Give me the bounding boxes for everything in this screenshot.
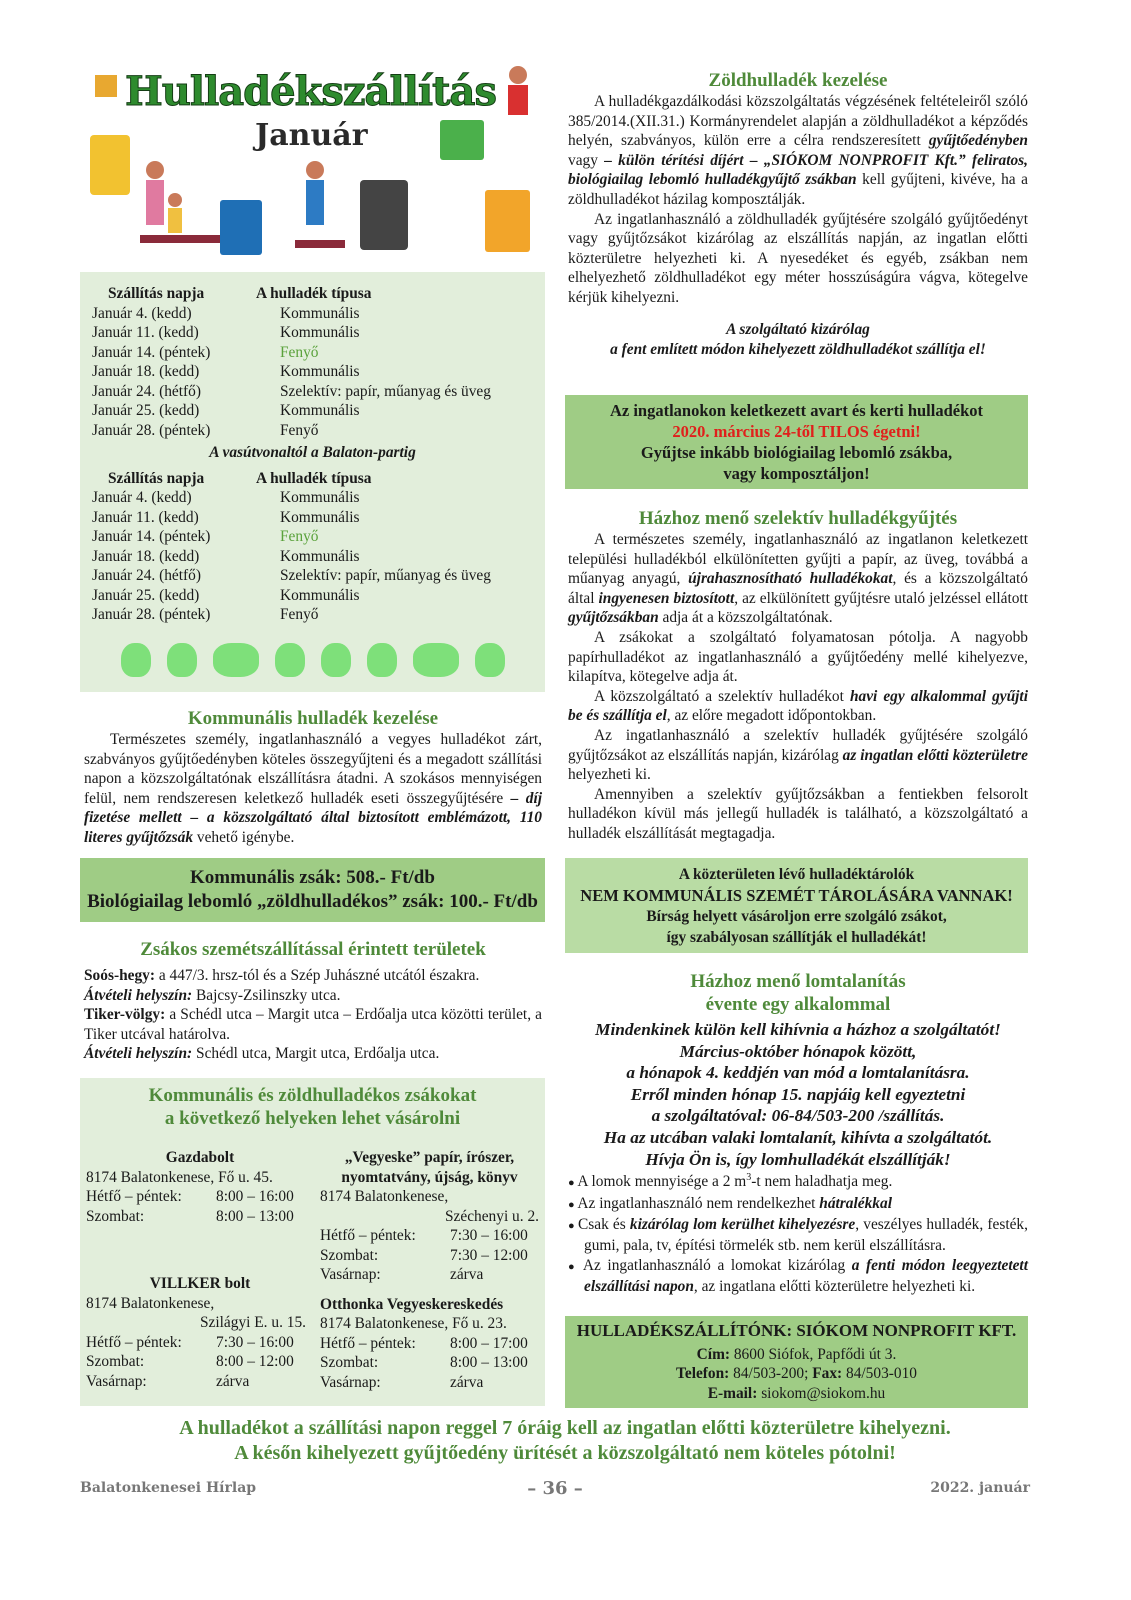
bullet-item [568, 1172, 1028, 1193]
paragraph: kell gyűjteni, kivéve, ha a zöldhulladékot házilag komposztálják. [568, 171, 1028, 208]
bag-icon [413, 643, 459, 677]
section-title: a következő helyeken lehet vásárolni [164, 1108, 461, 1129]
bag-icon [275, 643, 305, 677]
waste-type: Fenyő [280, 606, 319, 623]
schedule-row [80, 304, 545, 324]
bulky-info-line: a szolgáltatóval: 06-84/503-200 /szállítás. [651, 1106, 945, 1126]
day: Vasárnap: [86, 1372, 147, 1390]
notice-line: Az ingatlanokon keletkezett avart és kerti hulladékot [609, 401, 984, 420]
waste-type: Kommunális [280, 586, 360, 604]
footer [80, 1478, 1030, 1500]
phone: 84/503-200; [729, 1365, 813, 1382]
section-title: évente egy alkalommal [705, 994, 891, 1015]
text: -t nem haladhatja meg. [751, 1173, 893, 1191]
day: Szombat: [320, 1246, 379, 1264]
date: Január 11. (kedd) [92, 324, 199, 341]
paragraph: Természetes személy, ingatlanhasználó a vegyes hulladékot zárt, szabványos gyűjtőedényben köteles összegyűjteni és a megadott szállítási napon a közszolgáltatónak elszállításra átadni. A szokásos mennyiségen felül, nem rendszeresen keletkező hulladék eseti összegyűjtésére [84, 731, 542, 807]
page-number: – 36 – [527, 1478, 583, 1499]
opening-hours-row [320, 1334, 539, 1354]
paragraph: , és a közszolgáltató által [568, 570, 1029, 607]
header-illustration [80, 60, 545, 265]
day: Hétfő – péntek: [86, 1188, 182, 1205]
schedule-box [80, 272, 545, 692]
day: Hétfő – péntek: [86, 1333, 182, 1351]
day: Vasárnap: [320, 1373, 381, 1391]
label: Átvételi helyszín: [84, 986, 193, 1004]
shops-box [80, 1078, 545, 1406]
area-name: Soós-hegy: [84, 967, 155, 984]
bullet-item [568, 1194, 1028, 1215]
paragraph: A természetes személy, ingatlanhasználó az ingatlanon keletkezett települési hulladékból elkülönítetten gyűjti a papír, az üveg, továbbá a műanyag anyagú, [568, 531, 1028, 588]
emphasis: kizárólag lom kerülhet kihelyezésre [629, 1215, 856, 1233]
bottom-notice [60, 1416, 1070, 1466]
text: , veszélyes hulladék, festék, gumi, pala, tv, építési törmelék stb. nem kerül elszállításra. [584, 1215, 1028, 1255]
paragraph: Az ingatlanhasználó a szelektív hulladék gyűjtésére szolgáló gyűjtőzsákot az elszállítás napján, kizárólag [568, 726, 1028, 764]
waste-type: Kommunális [280, 363, 360, 380]
hours: 7:30 – 16:00 [450, 1227, 528, 1244]
bag-icon [321, 643, 351, 677]
shop-name: nyomtatvány, újság, könyv [341, 1168, 518, 1186]
day: Hétfő – péntek: [320, 1227, 416, 1244]
shop-name: Otthonka Vegyeskereskedés [320, 1295, 504, 1313]
areas-section [84, 938, 542, 1064]
hours: 8:00 – 16:00 [216, 1188, 294, 1205]
label: E-mail: [707, 1384, 758, 1402]
waste-type: Fenyő [280, 528, 319, 545]
shop-address: 8174 Balatonkenese, [320, 1188, 449, 1205]
section-title: Zöldhulladék kezelése [708, 70, 888, 91]
shop-address: 8174 Balatonkenese, Fő u. 45. [86, 1168, 273, 1186]
label: Átvételi helyszín: [84, 1045, 193, 1063]
price-box [80, 858, 545, 922]
schedule-row [80, 547, 545, 567]
emphasis: – külön térítési díjért – „SIÓKOM NONPROFIT Kft.” feliratos, biológiailag lebomló hulladékgyűjtő zsákban [568, 151, 1028, 189]
bulky-info-line: Mindenkinek külön kell kihívnia a házhoz a szolgáltatót! [595, 1020, 1001, 1039]
bulky-info-line: Hívja Ön is, így lomhulladékát elszállítják! [645, 1149, 951, 1169]
date: Január 18. (kedd) [92, 363, 200, 380]
paragraph: vehető igénybe. [193, 828, 295, 846]
schedule-caption: A vasútvonaltól a Balaton-partig [209, 444, 416, 461]
paragraph: A közszolgáltató a szelektív hulladékot [594, 687, 850, 705]
hours: 8:00 – 17:00 [450, 1334, 528, 1352]
schedule-row [80, 566, 545, 586]
hours: 8:00 – 12:00 [216, 1353, 294, 1370]
label: Cím: [696, 1345, 731, 1363]
emphasis: havi egy alkalommal gyűjti be és szállítja el [568, 687, 1028, 725]
shop-name: Gazdabolt [165, 1149, 235, 1166]
schedule-row [80, 323, 545, 343]
date: Január 25. (kedd) [92, 586, 200, 604]
waste-type: Fenyő [280, 343, 319, 361]
text: , az ingatlana előtti közterületre helyezheti ki. [693, 1278, 976, 1296]
area-name: Tiker-völgy: [84, 1006, 166, 1024]
schedule-row [80, 343, 545, 363]
public-bins-box [565, 858, 1028, 953]
price-communal: Kommunális zsák: 508.- Ft/db [190, 867, 435, 888]
bulky-info-line: Március-október hónapok között, [679, 1041, 917, 1061]
opening-hours-row [320, 1353, 539, 1373]
area-text: a Schédl utca – Margit utca – Erdőalja utca közötti terület, a Tiker utcával határolva. [84, 1006, 542, 1043]
bullet-item [568, 1215, 1028, 1256]
opening-hours-row [86, 1352, 314, 1372]
day: Szombat: [320, 1354, 379, 1371]
location: Bajcsy-Zsilinszky utca. [192, 986, 341, 1004]
emphasis: hátralékkal [819, 1194, 892, 1212]
area-text: a 447/3. hrsz-tól és a Szép Juhászné utcától északra. [154, 967, 480, 984]
col-header: Szállítás napja [108, 285, 205, 302]
emphasis: ingyenesen biztosított [598, 589, 735, 607]
shop-address: 8174 Balatonkenese, Fő u. 23. [320, 1315, 507, 1332]
burning-ban-box [565, 395, 1028, 489]
section-title: Kommunális hulladék kezelése [187, 708, 439, 729]
date: Január 14. (péntek) [92, 343, 211, 361]
day: Szombat: [86, 1207, 145, 1225]
paragraph: Az ingatlanhasználó a zöldhulladék gyűjtésére szolgáló gyűjtőedényt vagy gyűjtőzsákot kizárólag az elszállítás napján, az ingatlan előtti közterületre helyezheti ki. A nyesedéket és egyéb, zsákban nem elhelyezhető zöldhulladékot egy méter hosszúságúra vágva, kötegelve kérjük kihelyezni. [568, 210, 1028, 306]
opening-hours-row [320, 1373, 539, 1393]
bag-icon [167, 643, 197, 677]
location: Schédl utca, Margit utca, Erdőalja utca. [192, 1045, 440, 1063]
hours: zárva [450, 1373, 484, 1391]
header-subtitle: Január [255, 118, 368, 153]
email: siokom@siokom.hu [757, 1384, 886, 1402]
schedule-row [80, 488, 545, 508]
paragraph: Amennyiben a szelektív gyűjtőzsákban a fentiekben felsorolt hulladékon kívül más jellegű hulladék is található, a közszolgáltató a hulladék elszállítását megtagadja. [568, 785, 1028, 842]
note: a fent említett módon kihelyezett zöldhulladékot szállítja el! [610, 340, 986, 358]
waste-type: Kommunális [280, 402, 360, 419]
waste-type: Kommunális [280, 304, 360, 322]
date: Január 11. (kedd) [92, 508, 199, 526]
bag-icon [121, 643, 151, 677]
date: Január 4. (kedd) [92, 304, 192, 322]
paragraph: helyezheti ki. [568, 766, 651, 784]
waste-type: Kommunális [280, 324, 360, 341]
section-title: Zsákos szemétszállítással érintett területek [140, 939, 486, 960]
date: Január 14. (péntek) [92, 528, 211, 545]
notice-line: így szabályosan szállítják el hulladékát! [666, 929, 927, 946]
date: Január 18. (kedd) [92, 547, 200, 565]
notice-line: Bírság helyett vásároljon erre szolgáló zsákot, [646, 908, 947, 925]
superscript: 3 [746, 1172, 752, 1184]
publication-name: Balatonkenesei Hírlap [80, 1480, 257, 1496]
waste-type: Kommunális [280, 547, 360, 565]
shop-name: VILLKER bolt [149, 1275, 251, 1292]
communal-section [84, 707, 542, 848]
bag-icon [367, 643, 397, 677]
contact-title: HULLADÉKSZÁLLÍTÓNK: SIÓKOM NONPROFIT KFT. [576, 1321, 1017, 1340]
contact-box [565, 1316, 1028, 1408]
waste-type: Kommunális [280, 508, 360, 526]
col-header: A hulladék típusa [256, 469, 372, 487]
opening-hours-row [320, 1226, 539, 1246]
schedule-row [80, 605, 545, 625]
ban-date: 2020. március 24-től TILOS égetni! [672, 422, 921, 441]
bag-icon [213, 643, 259, 677]
notice-line: A közterületen lévő hulladéktárolók [678, 866, 915, 883]
section-title: Kommunális és zöldhulladékos zsákokat [148, 1085, 477, 1106]
opening-hours-row [320, 1265, 539, 1285]
paragraph: vagy [568, 151, 605, 169]
label: Telefon: [676, 1365, 730, 1382]
hours: zárva [216, 1372, 250, 1390]
emphasis: gyűjtőedényben [928, 132, 1028, 150]
paragraph: adja át a közszolgáltatónak. [658, 609, 833, 627]
opening-hours-row [86, 1333, 314, 1353]
day: Hétfő – péntek: [320, 1334, 416, 1352]
hours: 7:30 – 16:00 [216, 1333, 294, 1351]
opening-hours-row [86, 1207, 314, 1227]
waste-type: Szelektív: papír, műanyag és üveg [280, 567, 491, 584]
date: Január 28. (péntek) [92, 606, 211, 623]
opening-hours-row [86, 1372, 314, 1392]
fax: 84/503-010 [842, 1365, 917, 1382]
hours: zárva [450, 1266, 484, 1283]
bag-icon [475, 643, 505, 677]
schedule-row [80, 421, 545, 441]
date: Január 25. (kedd) [92, 402, 200, 419]
notice-line: A hulladékot a szállítási napon reggel 7 óráig kell az ingatlan előtti közterületre kihelyezni. [179, 1417, 951, 1439]
paragraph: A hulladékgazdálkodási közszolgáltatás végzésének feltételeiről szóló 385/2014.(XII.31.) Kormányrendelet alapján a zöldhulladékot a képződés helyén, szabványos, külön erre a célra rendszeresített [568, 93, 1028, 150]
date: Január 24. (hétfő) [92, 382, 201, 400]
schedule-row [80, 362, 545, 382]
emphasis: gyűjtőzsákban [568, 609, 659, 627]
schedule-row [80, 527, 545, 547]
section-title: Házhoz menő lomtalanítás [690, 971, 906, 992]
waste-type: Kommunális [280, 489, 360, 506]
schedule-row [80, 508, 545, 528]
label: Fax: [812, 1365, 843, 1382]
address: 8600 Siófok, Papfődi út 3. [730, 1345, 897, 1363]
shop-address: 8174 Balatonkenese, [86, 1294, 215, 1312]
price-green: Biológiailag lebomló „zöldhulladékos” zsák: 100.- Ft/db [87, 891, 538, 912]
issue-date: 2022. január [930, 1480, 1030, 1496]
shop-address: Széchenyi u. 2. [444, 1207, 539, 1225]
bullet-item [568, 1256, 1028, 1297]
bulky-waste-section [568, 970, 1028, 1297]
emphasis: – díj fizetése mellett – a közszolgáltató által biztosított emblémázott, 110 literes gyűjtőzsák [84, 789, 542, 846]
bulky-info-line: Ha az utcában valaki lomtalanít, kihívta a szolgáltatót. [603, 1127, 993, 1147]
shop-address: Szilágyi E. u. 15. [199, 1314, 306, 1331]
schedule-row [80, 586, 545, 606]
waste-bags-row [80, 643, 545, 683]
schedule-row [80, 382, 545, 402]
header-title: Hulladékszállítás [125, 68, 496, 115]
text: A lomok mennyisége a 2 m [577, 1173, 747, 1191]
emphasis: az ingatlan előtti közterületre [842, 746, 1028, 764]
text: Az ingatlanhasználó nem rendelkezhet [577, 1194, 820, 1212]
paragraph: , az elkülönített gyűjtésre utaló jelzéssel ellátott [734, 589, 1028, 607]
day: Szombat: [86, 1353, 145, 1370]
paragraph: A zsákokat a szolgáltató folyamatosan pótolja. A nagyobb papírhulladékot az ingatlanhasználó a gyűjtőedény mellé kihelyezve, kilapítva, kötegelve adja át. [568, 628, 1028, 686]
text: Az ingatlanhasználó a lomokat kizárólag [582, 1256, 852, 1274]
schedule-row [80, 401, 545, 421]
day: Vasárnap: [320, 1266, 381, 1283]
hours: 8:00 – 13:00 [450, 1354, 528, 1371]
date: Január 24. (hétfő) [92, 567, 201, 584]
notice-line: Gyűjtse inkább biológiailag lebomló zsákba, [640, 443, 953, 462]
emphasis: újrahasznosítható hulladékokat [688, 570, 893, 588]
notice-line: vagy komposztáljon! [723, 464, 870, 483]
selective-section [568, 507, 1028, 844]
shop-name: „Vegyeske” papír, írószer, [344, 1149, 515, 1166]
col-header: Szállítás napja [108, 469, 205, 487]
paragraph: , az előre megadott időpontokban. [666, 707, 877, 725]
bulky-info-line: a hónapok 4. keddjén van mód a lomtalanításra. [626, 1063, 970, 1083]
emphasis: a fenti módon leegyeztetett elszállítási napon [584, 1256, 1028, 1296]
date: Január 28. (péntek) [92, 421, 211, 439]
hours: 7:30 – 12:00 [450, 1246, 528, 1264]
green-waste-section [568, 69, 1028, 360]
date: Január 4. (kedd) [92, 489, 192, 506]
note: A szolgáltató kizárólag [726, 320, 870, 338]
notice-line: NEM KOMMUNÁLIS SZEMÉT TÁROLÁSÁRA VANNAK! [580, 886, 1013, 905]
col-header: A hulladék típusa [256, 285, 372, 302]
opening-hours-row [86, 1187, 314, 1207]
text: Csak és [578, 1215, 630, 1233]
section-title: Házhoz menő szelektív hulladékgyűjtés [638, 508, 958, 529]
notice-line: A későn kihelyezett gyűjtőedény ürítését a közszolgáltató nem köteles pótolni! [234, 1442, 896, 1464]
bulky-info-line: Erről minden hónap 15. napjáig kell egyeztetni [630, 1084, 966, 1104]
waste-type: Szelektív: papír, műanyag és üveg [280, 382, 491, 400]
hours: 8:00 – 13:00 [216, 1207, 294, 1225]
waste-type: Fenyő [280, 421, 319, 439]
opening-hours-row [320, 1246, 539, 1266]
